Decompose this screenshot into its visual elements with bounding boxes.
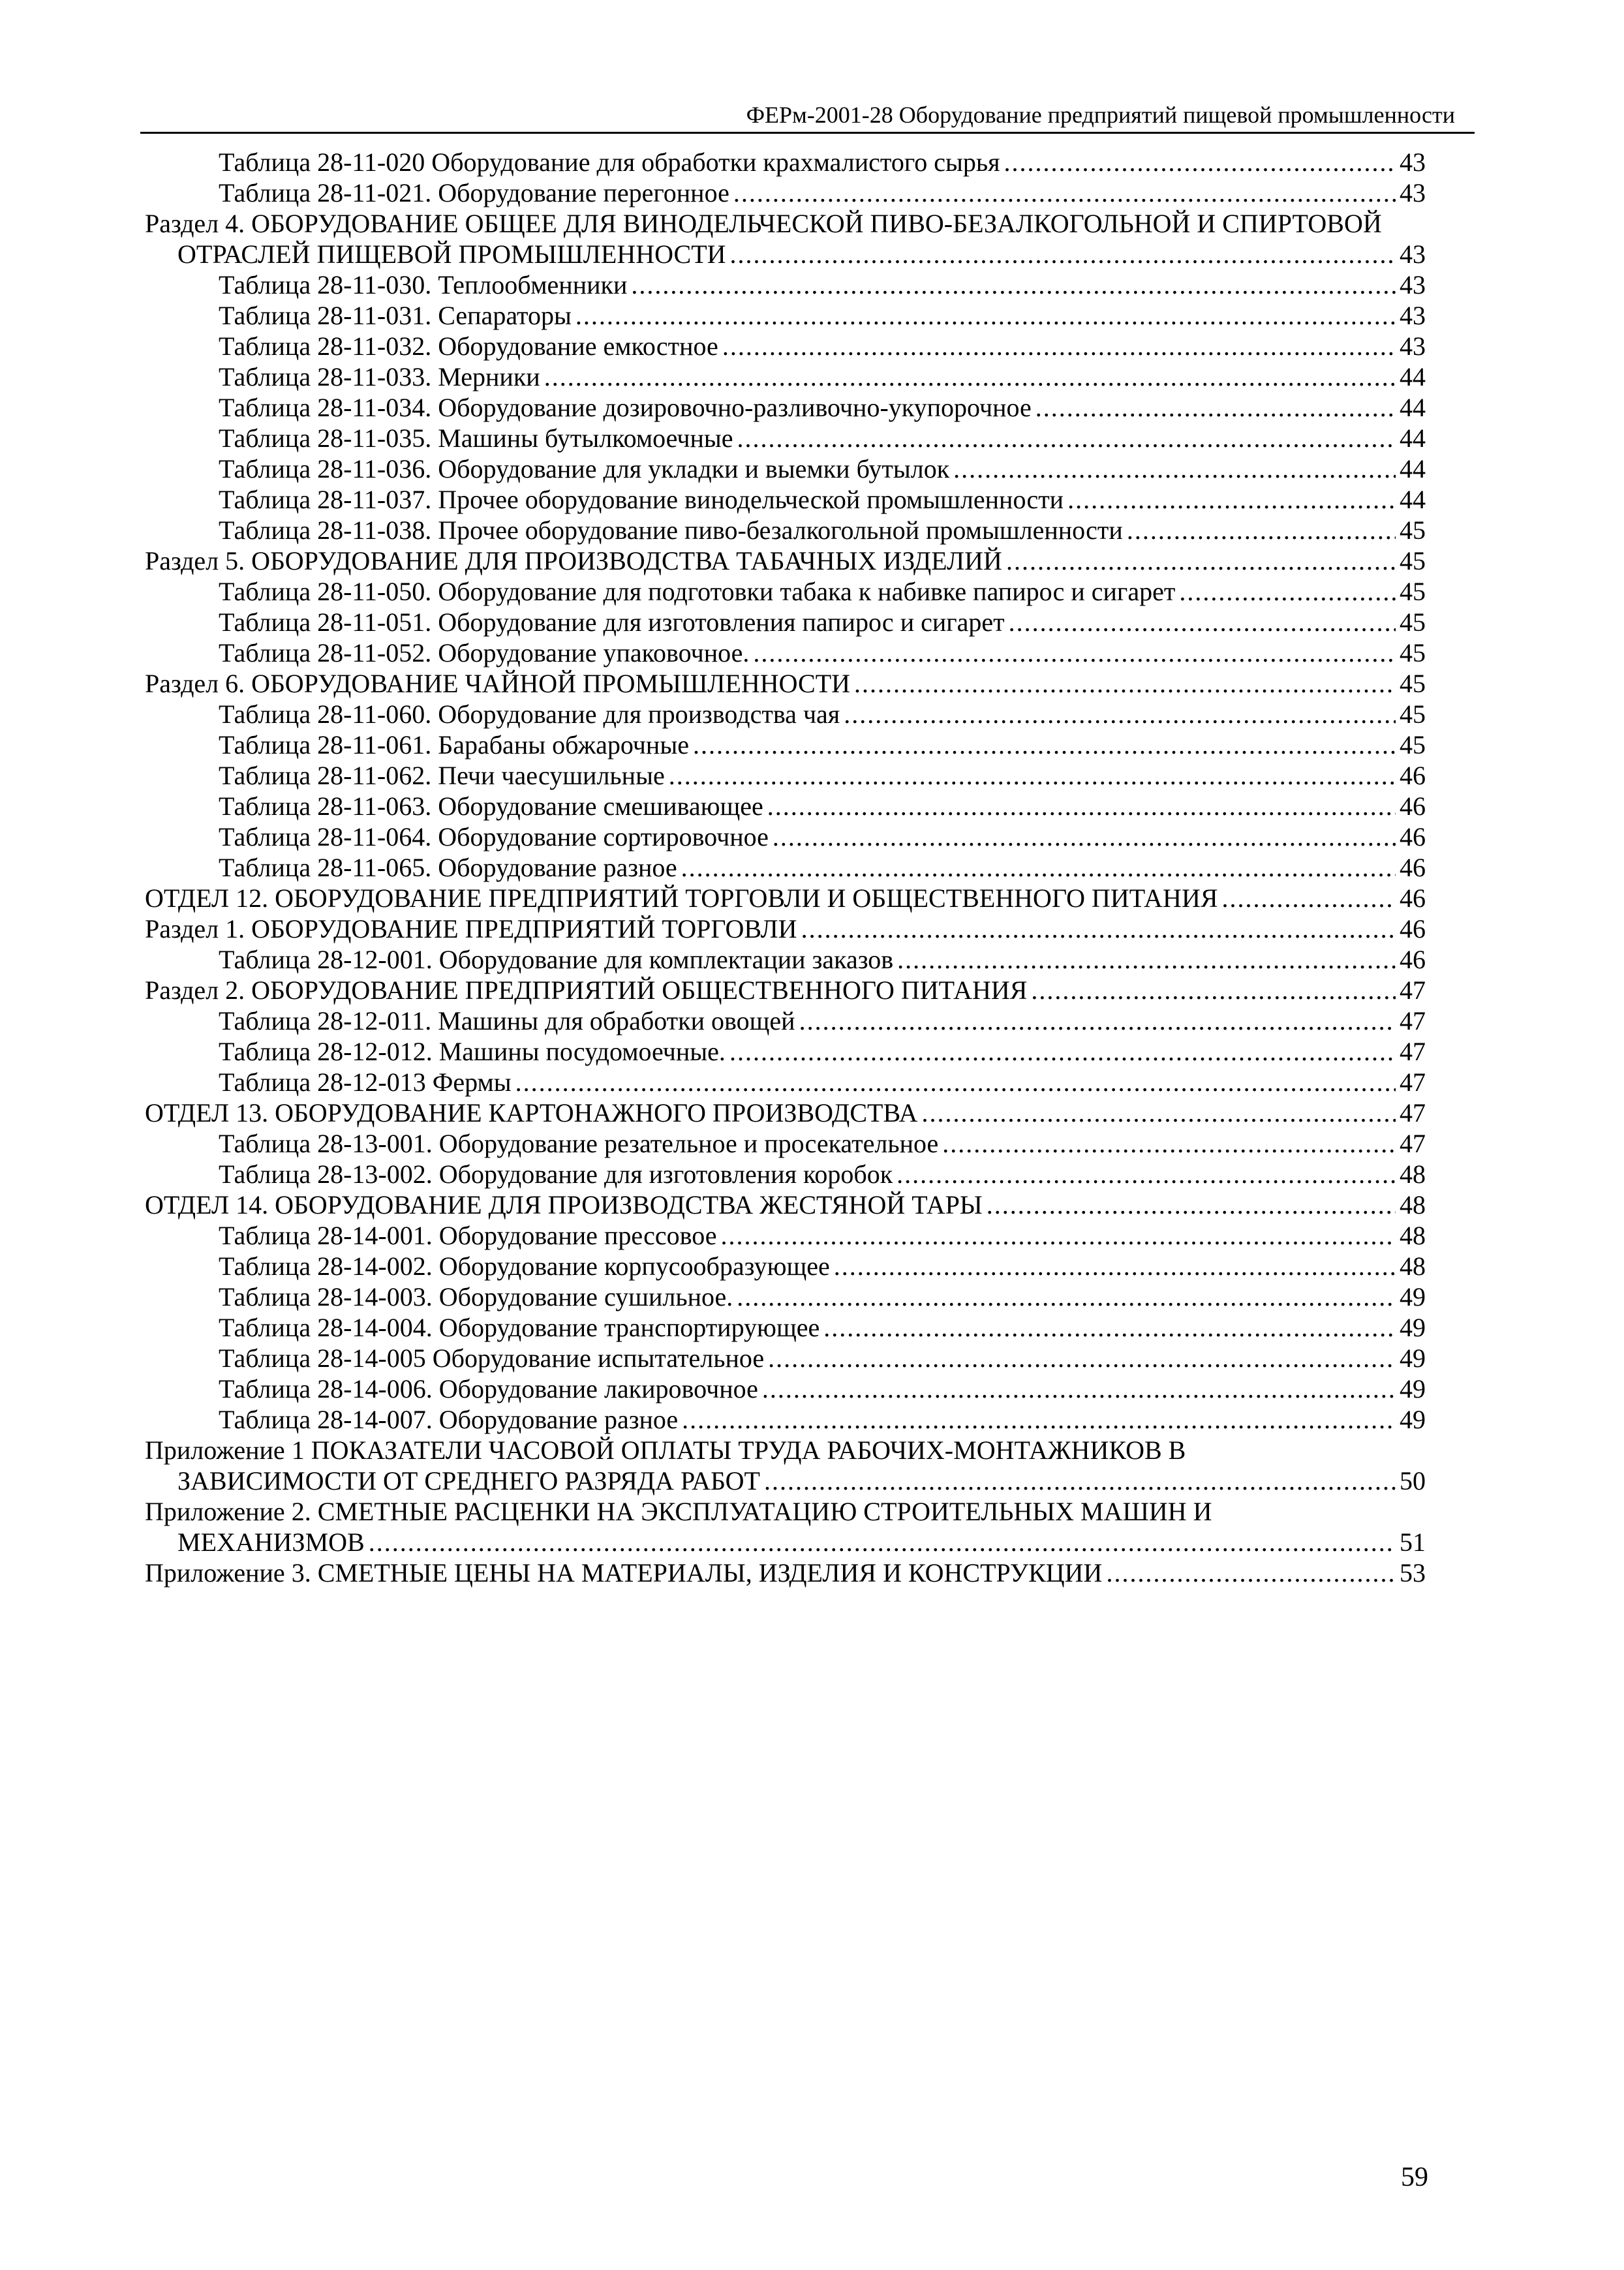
toc-entry-page: 49 bbox=[1400, 1374, 1426, 1403]
toc-table-entry[interactable] bbox=[219, 269, 1426, 300]
toc-entry-title: Раздел 1. ОБОРУДОВАНИЕ ПРЕДПРИЯТИЙ ТОРГОВЛИ bbox=[145, 914, 797, 943]
toc-entry-title: Таблица 28-13-001. Оборудование резательное и просекательное bbox=[219, 1129, 939, 1158]
toc-entry-title: Таблица 28-14-007. Оборудование разное bbox=[219, 1405, 679, 1434]
toc-entry-page: 47 bbox=[1400, 1067, 1426, 1097]
dot-leader bbox=[854, 668, 1396, 699]
dot-leader bbox=[1009, 607, 1396, 637]
toc-table-entry[interactable] bbox=[219, 1404, 1426, 1435]
toc-table-entry[interactable] bbox=[219, 760, 1426, 791]
toc-table-entry[interactable] bbox=[219, 607, 1426, 637]
toc-entry-page: 43 bbox=[1400, 331, 1426, 361]
toc-section-entry[interactable] bbox=[145, 545, 1426, 576]
toc-table-entry[interactable] bbox=[219, 392, 1426, 423]
dot-leader bbox=[767, 791, 1396, 821]
dot-leader bbox=[1004, 147, 1396, 177]
toc-entry-title: Таблица 28-11-020 Оборудование для обработки крахмалистого сырья bbox=[219, 147, 1000, 177]
dot-leader bbox=[1127, 515, 1396, 545]
dot-leader bbox=[730, 239, 1396, 269]
toc-entry-title: Таблица 28-11-030. Теплообменники bbox=[219, 270, 628, 299]
toc-entry-page: 47 bbox=[1400, 1006, 1426, 1035]
toc-entry-page: 44 bbox=[1400, 454, 1426, 483]
toc-table-entry[interactable] bbox=[219, 361, 1426, 392]
toc-entry-page: 45 bbox=[1400, 730, 1426, 759]
toc-entry-title: Таблица 28-11-035. Машины бутылкомоечные bbox=[219, 423, 733, 453]
toc-entry-first-line: Приложение 2. СМЕТНЫЕ РАСЦЕНКИ НА ЭКСПЛУАТАЦИЮ СТРОИТЕЛЬНЫХ МАШИН И bbox=[145, 1497, 1212, 1526]
toc-entry-title: ЗАВИСИМОСТИ ОТ СРЕДНЕГО РАЗРЯДА РАБОТ bbox=[177, 1466, 760, 1495]
toc-entry-title: ОТДЕЛ 13. ОБОРУДОВАНИЕ КАРТОНАЖНОГО ПРОИЗВОДСТВА bbox=[145, 1098, 918, 1127]
dot-leader bbox=[1035, 392, 1396, 423]
toc-entry-page: 48 bbox=[1400, 1159, 1426, 1189]
toc-entry-page: 46 bbox=[1400, 822, 1426, 851]
dot-leader bbox=[733, 177, 1396, 208]
toc-entry-title: Таблица 28-14-005 Оборудование испытательное bbox=[219, 1343, 765, 1373]
dot-leader bbox=[823, 1312, 1396, 1343]
page-number: 59 bbox=[1401, 2162, 1428, 2192]
toc-section-entry[interactable] bbox=[145, 883, 1426, 913]
toc-table-entry[interactable] bbox=[219, 821, 1426, 852]
toc-entry-title: Таблица 28-14-002. Оборудование корпусообразующее bbox=[219, 1251, 830, 1281]
dot-leader bbox=[1106, 1557, 1396, 1588]
dot-leader bbox=[1067, 484, 1396, 515]
dot-leader bbox=[953, 453, 1396, 484]
toc-entry-page: 46 bbox=[1400, 914, 1426, 943]
dot-leader bbox=[722, 331, 1396, 361]
toc-entry-title: Приложение 3. СМЕТНЫЕ ЦЕНЫ НА МАТЕРИАЛЫ, ИЗДЕЛИЯ И КОНСТРУКЦИИ bbox=[145, 1558, 1103, 1587]
dot-leader bbox=[768, 1343, 1396, 1373]
toc-entry-page: 48 bbox=[1400, 1221, 1426, 1250]
dot-leader bbox=[922, 1097, 1396, 1128]
toc-entry-page: 45 bbox=[1400, 577, 1426, 606]
toc-section-entry[interactable] bbox=[145, 668, 1426, 699]
toc-entry-title: Таблица 28-11-061. Барабаны обжарочные bbox=[219, 730, 689, 759]
dot-leader bbox=[942, 1128, 1396, 1159]
toc-entry-title: Таблица 28-11-032. Оборудование емкостное bbox=[219, 331, 718, 361]
toc-entry-page: 44 bbox=[1400, 423, 1426, 453]
dot-leader bbox=[693, 729, 1396, 760]
toc-entry-page: 49 bbox=[1400, 1313, 1426, 1342]
toc-entry-page: 46 bbox=[1400, 945, 1426, 974]
toc-table-entry[interactable] bbox=[219, 729, 1426, 760]
toc-entry-page: 53 bbox=[1400, 1558, 1426, 1587]
toc-entry-title: Таблица 28-11-065. Оборудование разное bbox=[219, 853, 677, 882]
dot-leader bbox=[801, 913, 1396, 944]
toc-entry-title: Таблица 28-11-051. Оборудование для изготовления папирос и сигарет bbox=[219, 607, 1005, 637]
toc-entry-title: Раздел 5. ОБОРУДОВАНИЕ ДЛЯ ПРОИЗВОДСТВА ТАБАЧНЫХ ИЗДЕЛИЙ bbox=[145, 546, 1002, 575]
toc-entry-title: Таблица 28-12-013 Фермы bbox=[219, 1067, 512, 1097]
toc-entry-title: Таблица 28-11-034. Оборудование дозировочно-разливочно-укупорочное bbox=[219, 393, 1032, 422]
toc-entry-page: 51 bbox=[1400, 1527, 1426, 1557]
toc-entry-title: Таблица 28-14-004. Оборудование транспортирующее bbox=[219, 1313, 820, 1342]
dot-leader bbox=[987, 1189, 1396, 1220]
dot-leader bbox=[515, 1067, 1396, 1097]
toc-table-entry[interactable] bbox=[219, 1220, 1426, 1251]
toc-entry-page: 43 bbox=[1400, 178, 1426, 207]
toc-entry-title: ОТРАСЛЕЙ ПИЩЕВОЙ ПРОМЫШЛЕННОСТИ bbox=[177, 239, 726, 269]
toc-section-entry[interactable] bbox=[145, 1189, 1426, 1220]
toc-entry-title: Таблица 28-11-031. Сепараторы bbox=[219, 301, 572, 330]
toc-entry-first-line: Приложение 1 ПОКАЗАТЕЛИ ЧАСОВОЙ ОПЛАТЫ ТРУДА РАБОЧИХ-МОНТАЖНИКОВ В bbox=[145, 1435, 1186, 1465]
toc-entry-title: Таблица 28-11-038. Прочее оборудование пиво-безалкогольной промышленности bbox=[219, 515, 1123, 545]
dot-leader bbox=[834, 1251, 1396, 1281]
toc-entry-title: Таблица 28-11-063. Оборудование смешивающее bbox=[219, 791, 763, 821]
toc-table-entry[interactable] bbox=[219, 699, 1426, 729]
toc-entry-title: Таблица 28-12-001. Оборудование для комплектации заказов bbox=[219, 945, 894, 974]
toc-entry-page: 43 bbox=[1400, 270, 1426, 299]
toc-entry-title: Раздел 6. ОБОРУДОВАНИЕ ЧАЙНОЙ ПРОМЫШЛЕННОСТИ bbox=[145, 669, 851, 698]
toc-entry-title: Раздел 2. ОБОРУДОВАНИЕ ПРЕДПРИЯТИЙ ОБЩЕСТВЕННОГО ПИТАНИЯ bbox=[145, 975, 1028, 1005]
toc-section-entry[interactable] bbox=[145, 1097, 1426, 1128]
toc-entry-page: 47 bbox=[1400, 1098, 1426, 1127]
toc-table-entry[interactable] bbox=[219, 147, 1426, 177]
toc-entry-page: 43 bbox=[1400, 239, 1426, 269]
toc-entry-page: 46 bbox=[1400, 761, 1426, 790]
dot-leader bbox=[897, 944, 1396, 975]
toc-section-entry[interactable] bbox=[145, 1557, 1426, 1588]
toc-entry-page: 45 bbox=[1400, 638, 1426, 667]
toc-table-entry[interactable] bbox=[219, 484, 1426, 515]
toc-table-entry[interactable] bbox=[219, 423, 1426, 453]
toc-entry-page: 47 bbox=[1400, 975, 1426, 1005]
running-header bbox=[140, 98, 1475, 134]
toc-entry-title: Таблица 28-11-060. Оборудование для производства чая bbox=[219, 699, 840, 729]
toc-entry-page: 44 bbox=[1400, 485, 1426, 514]
dot-leader bbox=[682, 1404, 1396, 1435]
toc-entry-page: 49 bbox=[1400, 1405, 1426, 1434]
dot-leader bbox=[369, 1527, 1396, 1557]
dot-leader bbox=[681, 852, 1396, 883]
dot-leader bbox=[1179, 576, 1396, 607]
toc-entry-page: 43 bbox=[1400, 301, 1426, 330]
toc-table-entry[interactable] bbox=[219, 1159, 1426, 1189]
toc-entry-page: 46 bbox=[1400, 883, 1426, 913]
toc-entry-page: 48 bbox=[1400, 1190, 1426, 1219]
dot-leader bbox=[575, 300, 1396, 331]
toc-entry-title: Таблица 28-14-003. Оборудование сушильное. bbox=[219, 1282, 733, 1311]
toc-entry-title: МЕХАНИЗМОВ bbox=[177, 1527, 365, 1557]
toc-section-entry[interactable] bbox=[145, 1435, 1426, 1496]
toc-entry-first-line: Раздел 4. ОБОРУДОВАНИЕ ОБЩЕЕ ДЛЯ ВИНОДЕЛЬЧЕСКОЙ ПИВО-БЕЗАЛКОГОЛЬНОЙ И СПИРТОВОЙ bbox=[145, 209, 1382, 238]
toc-entry-title: Таблица 28-11-064. Оборудование сортировочное bbox=[219, 822, 769, 851]
toc-entry-page: 49 bbox=[1400, 1282, 1426, 1311]
toc-entry-title: Таблица 28-14-001. Оборудование прессовое bbox=[219, 1221, 717, 1250]
toc-table-entry[interactable] bbox=[219, 852, 1426, 883]
toc-table-entry[interactable] bbox=[219, 331, 1426, 361]
toc-entry-page: 43 bbox=[1400, 147, 1426, 177]
toc-entry-title: Таблица 28-11-050. Оборудование для подготовки табака к набивке папирос и сигарет bbox=[219, 577, 1176, 606]
toc-entry-title: ОТДЕЛ 14. ОБОРУДОВАНИЕ ДЛЯ ПРОИЗВОДСТВА ЖЕСТЯНОЙ ТАРЫ bbox=[145, 1190, 983, 1219]
toc-section-entry[interactable] bbox=[145, 208, 1426, 269]
toc-section-entry[interactable] bbox=[145, 975, 1426, 1005]
dot-leader bbox=[773, 821, 1396, 852]
dot-leader bbox=[764, 1465, 1396, 1496]
toc-table-entry[interactable] bbox=[219, 1067, 1426, 1097]
toc-table-entry[interactable] bbox=[219, 300, 1426, 331]
dot-leader bbox=[753, 637, 1396, 668]
toc-table-entry[interactable] bbox=[219, 1251, 1426, 1281]
dot-leader bbox=[1222, 883, 1396, 913]
toc-table-entry[interactable] bbox=[219, 1373, 1426, 1404]
toc-entry-page: 47 bbox=[1400, 1037, 1426, 1066]
toc-entry-title: Таблица 28-14-006. Оборудование лакировочное bbox=[219, 1374, 758, 1403]
toc-table-entry[interactable] bbox=[219, 1281, 1426, 1312]
dot-leader bbox=[544, 361, 1396, 392]
dot-leader bbox=[799, 1005, 1396, 1036]
toc-table-entry[interactable] bbox=[219, 453, 1426, 484]
toc-entry-title: Таблица 28-12-012. Машины посудомоечные. bbox=[219, 1037, 726, 1066]
toc-entry-page: 46 bbox=[1400, 791, 1426, 821]
toc-table-entry[interactable] bbox=[219, 1343, 1426, 1373]
toc-entry-title: Таблица 28-11-052. Оборудование упаковочное. bbox=[219, 638, 750, 667]
table-of-contents bbox=[0, 147, 1624, 1588]
dot-leader bbox=[737, 423, 1396, 453]
toc-section-entry[interactable] bbox=[145, 913, 1426, 944]
toc-entry-title: Таблица 28-11-036. Оборудование для укладки и выемки бутылок bbox=[219, 454, 950, 483]
toc-entry-page: 45 bbox=[1400, 699, 1426, 729]
toc-entry-page: 45 bbox=[1400, 607, 1426, 637]
toc-table-entry[interactable] bbox=[219, 1312, 1426, 1343]
toc-entry-page: 45 bbox=[1400, 546, 1426, 575]
toc-entry-page: 45 bbox=[1400, 515, 1426, 545]
document-title: ФЕРм-2001-28 Оборудование предприятий пищевой промышленности bbox=[746, 102, 1455, 128]
toc-table-entry[interactable] bbox=[219, 515, 1426, 545]
toc-table-entry[interactable] bbox=[219, 637, 1426, 668]
toc-table-entry[interactable] bbox=[219, 1036, 1426, 1067]
toc-table-entry[interactable] bbox=[219, 1005, 1426, 1036]
toc-section-entry[interactable] bbox=[145, 1496, 1426, 1557]
toc-table-entry[interactable] bbox=[219, 944, 1426, 975]
toc-entry-page: 48 bbox=[1400, 1251, 1426, 1281]
toc-entry-title: Таблица 28-11-033. Мерники bbox=[219, 362, 540, 391]
toc-entry-page: 47 bbox=[1400, 1129, 1426, 1158]
dot-leader bbox=[1031, 975, 1396, 1005]
toc-entry-title: Таблица 28-11-021. Оборудование перегонное bbox=[219, 178, 729, 207]
dot-leader bbox=[631, 269, 1396, 300]
dot-leader bbox=[720, 1220, 1396, 1251]
toc-entry-title: ОТДЕЛ 12. ОБОРУДОВАНИЕ ПРЕДПРИЯТИЙ ТОРГОВЛИ И ОБЩЕСТВЕННОГО ПИТАНИЯ bbox=[145, 883, 1218, 913]
dot-leader bbox=[762, 1373, 1396, 1404]
toc-entry-page: 45 bbox=[1400, 669, 1426, 698]
toc-table-entry[interactable] bbox=[219, 177, 1426, 208]
toc-table-entry[interactable] bbox=[219, 1128, 1426, 1159]
dot-leader bbox=[669, 760, 1396, 791]
toc-table-entry[interactable] bbox=[219, 791, 1426, 821]
dot-leader bbox=[896, 1159, 1396, 1189]
toc-entry-title: Таблица 28-11-062. Печи чаесушильные bbox=[219, 761, 665, 790]
toc-entry-page: 44 bbox=[1400, 393, 1426, 422]
toc-entry-page: 49 bbox=[1400, 1343, 1426, 1373]
toc-entry-page: 44 bbox=[1400, 362, 1426, 391]
toc-entry-title: Таблица 28-12-011. Машины для обработки овощей bbox=[219, 1006, 795, 1035]
dot-leader bbox=[729, 1036, 1396, 1067]
toc-entry-title: Таблица 28-13-002. Оборудование для изготовления коробок bbox=[219, 1159, 893, 1189]
dot-leader bbox=[737, 1281, 1396, 1312]
dot-leader bbox=[844, 699, 1396, 729]
dot-leader bbox=[1006, 545, 1396, 576]
toc-entry-page: 46 bbox=[1400, 853, 1426, 882]
toc-entry-title: Таблица 28-11-037. Прочее оборудование винодельческой промышленности bbox=[219, 485, 1064, 514]
toc-entry-page: 50 bbox=[1400, 1466, 1426, 1495]
toc-table-entry[interactable] bbox=[219, 576, 1426, 607]
